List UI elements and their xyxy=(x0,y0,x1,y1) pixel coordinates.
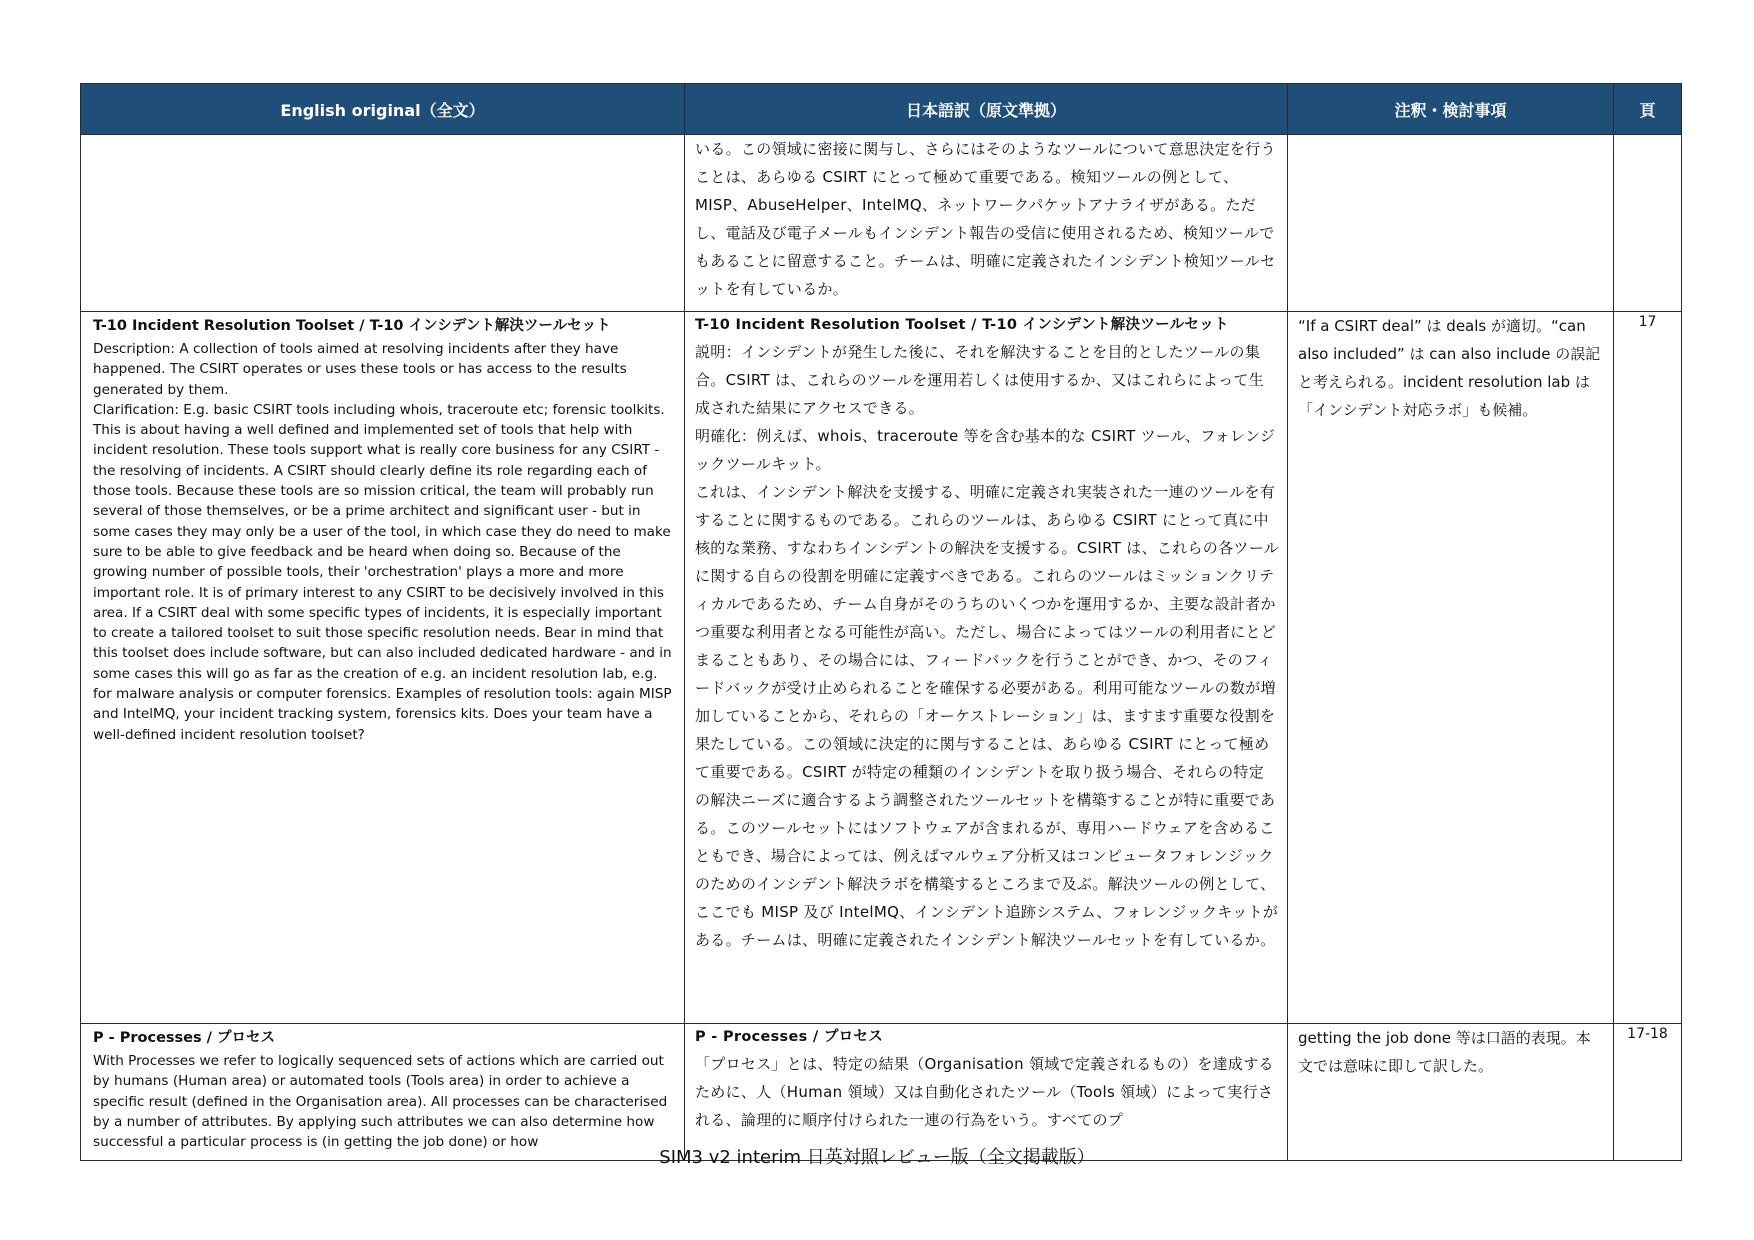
table-row xyxy=(81,1024,1682,1161)
page-footer: SIM3 v2 interim 日英対照レビュー版（全文掲載版） xyxy=(659,1147,1095,1168)
english-cell xyxy=(81,1024,685,1161)
english-paragraph: This is about having a well defined and implemented set of tools that help with incident resolution. These tools support what is really core business for any CSIRT - the resolving of incidents. A CSIRT should clearly define its role regarding each of those tools. Because these tools are so mission critical, the team will probably run several of those themselves, or be a prime architect and significant user - but in some cases they may only be a user of the tool, in which case they do need to make sure to be able to give feedback and be heard when doing so. Because of the growing number of possible tools, their 'orchestration' plays a more and more important role. It is of primary interest to any CSIRT to be decisively involved in this area. If a CSIRT deal with some specific types of incidents, it is especially important to create a tailored toolset to suit those specific resolution needs. Bear in mind that this toolset does include software, but can also included dedicated hardware - and in some cases this will go as far as the creation of e.g. an incident resolution lab, e.g. for malware analysis or computer forensics. Examples of resolution tools: again MISP and IntelMQ, your incident tracking system, forensics kits. Does your team have a well-defined incident resolution toolset? xyxy=(93,422,672,743)
japanese-paragraph: 「プロセス」とは、特定の結果（Organisation 領域で定義されるもの）を達成するために、人（Human 領域）又は自動化されたツール（Tools 領域）によって実行される、論理的に順序付けられた一連の行為をいう。すべてのプ xyxy=(695,1055,1274,1129)
table-row xyxy=(81,312,1682,1024)
japanese-cell xyxy=(685,1024,1288,1161)
header-english: English original（全文） xyxy=(81,84,685,135)
english-row-title: P - Processes / プロセス xyxy=(93,1030,276,1046)
notes-cell: getting the job done 等は口語的表現。本文では意味に即して訳した。 xyxy=(1288,1024,1614,1161)
english-cell xyxy=(81,312,685,1024)
header-page: 頁 xyxy=(1614,84,1682,135)
page-cell: 17-18 xyxy=(1614,1024,1682,1161)
english-paragraph: Description: A collection of tools aimed at resolving incidents after they have happened. The CSIRT operates or uses these tools or has access to the results generated by them. xyxy=(93,341,627,398)
japanese-row-title: T-10 Incident Resolution Toolset / T-10 インシデント解決ツールセット xyxy=(695,317,1229,333)
japanese-paragraph: これは、インシデント解決を支援する、明確に定義され実装された一連のツールを有することに関するものである。これらのツールは、あらゆる CSIRT にとって真に中核的な業務、すなわちインシデントの解決を支援する。CSIRT は、これらの各ツールに関する自らの役割を明確に定義すべきである。これらのツールはミッションクリティカルであるため、チーム自身がそのうちのいくつかを運用するか、主要な設計者かつ重要な利用者となる可能性が高い。ただし、場合によってはツールの利用者にとどまることもあり、その場合には、フィードバックを行うことができ、かつ、そのフィードバックが受け止められることを確保する必要がある。利用可能なツールの数が増加していることから、それらの「オーケストレーション」は、ますます重要な役割を果たしている。この領域に決定的に関与することは、あらゆる CSIRT にとって極めて重要である。CSIRT が特定の種類のインシデントを取り扱う場合、それらの特定の解決ニーズに適合するよう調整されたツールセットを構築することが特に重要である。このツールセットにはソフトウェアが含まれるが、専用ハードウェアを含めることもでき、場合によっては、例えばマルウェア分析又はコンピュータフォレンジックのためのインシデント解決ラボを構築するところまで及ぶ。解決ツールの例として、ここでも MISP 及び IntelMQ、インシデント追跡システム、フォレンジックキットがある。チームは、明確に定義されたインシデント解決ツールセットを有しているか。 xyxy=(695,483,1280,949)
japanese-row-title: P - Processes / プロセス xyxy=(695,1029,884,1045)
japanese-paragraph: 明確化：例えば、whois、traceroute 等を含む基本的な CSIRT ツール、フォレンジックツールキット。 xyxy=(695,427,1276,473)
japanese-paragraph: いる。この領域に密接に関与し、さらにはそのようなツールについて意思決定を行うことは、あらゆる CSIRT にとって極めて重要である。検知ツールの例として、MISP、AbuseHelper、IntelMQ、ネットワークパケットアナライザがある。ただし、電話及び電子メールもインシデント報告の受信に使用されるため、検知ツールでもあることに留意すること。チームは、明確に定義されたインシデント検知ツールセットを有しているか。 xyxy=(695,140,1276,298)
header-notes: 注釈・検討事項 xyxy=(1288,84,1614,135)
english-paragraph: With Processes we refer to logically sequenced sets of actions which are carried out by humans (Human area) or automated tools (Tools area) in order to achieve a specific result (defined in the Organisation area). All processes can be characterised by a number of attributes. By applying such attributes we can also determine how successful a particular process is (in getting the job done) or how xyxy=(93,1053,668,1151)
english-cell xyxy=(81,135,685,312)
english-row-title: T-10 Incident Resolution Toolset / T-10 インシデント解決ツールセット xyxy=(93,318,611,334)
japanese-cell xyxy=(685,312,1288,1024)
header-japanese: 日本語訳（原文準拠） xyxy=(685,84,1288,135)
review-table xyxy=(80,83,1682,1161)
japanese-cell xyxy=(685,135,1288,312)
table-row xyxy=(81,135,1682,312)
notes-cell: “If a CSIRT deal” は deals が適切。“can also included” は can also include の誤記と考えられる。incident resolution lab は「インシデント対応ラボ」も候補。 xyxy=(1288,312,1614,1024)
notes-cell xyxy=(1288,135,1614,312)
page-cell: 17 xyxy=(1614,312,1682,1024)
japanese-paragraph: 説明：インシデントが発生した後に、それを解決することを目的としたツールの集合。CSIRT は、これらのツールを運用若しくは使用するか、又はこれらによって生成された結果にアクセスできる。 xyxy=(695,343,1265,417)
page-cell xyxy=(1614,135,1682,312)
table-header-row xyxy=(81,84,1682,135)
english-paragraph: Clarification: E.g. basic CSIRT tools including whois, traceroute etc; forensic toolkits. xyxy=(93,401,665,418)
